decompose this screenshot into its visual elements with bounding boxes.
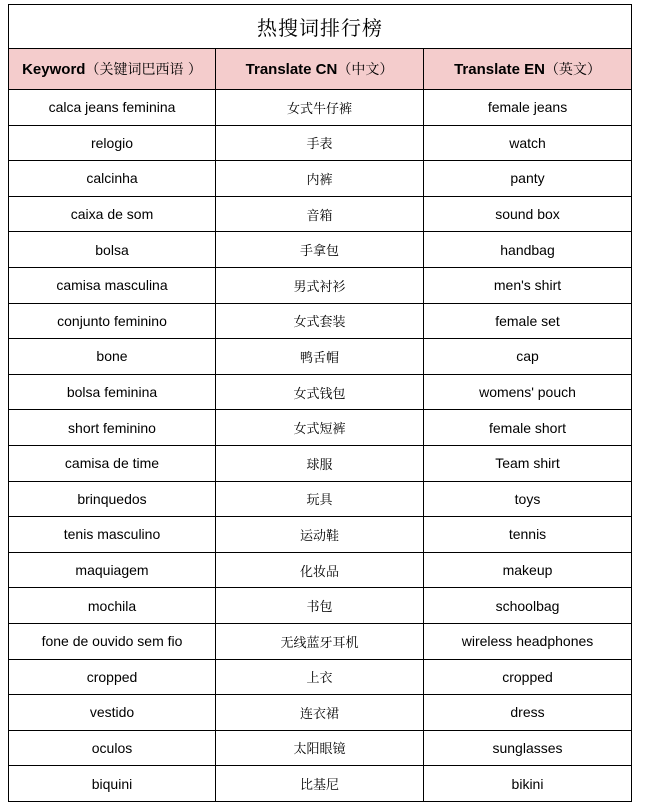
- cell-keyword: calcinha: [9, 161, 216, 197]
- cell-keyword: calca jeans feminina: [9, 90, 216, 126]
- cell-keyword: biquini: [9, 766, 216, 802]
- cell-translate-en: watch: [424, 125, 632, 161]
- cell-keyword: mochila: [9, 588, 216, 624]
- cell-translate-en: womens' pouch: [424, 374, 632, 410]
- cell-translate-en: tennis: [424, 517, 632, 553]
- cell-translate-cn: 手拿包: [216, 232, 424, 268]
- table-row: [9, 623, 632, 659]
- table-row: [9, 766, 632, 802]
- cell-translate-cn: 球服: [216, 445, 424, 481]
- cell-keyword: maquiagem: [9, 552, 216, 588]
- cell-keyword: camisa masculina: [9, 267, 216, 303]
- cell-translate-en: female short: [424, 410, 632, 446]
- cell-translate-cn: 音箱: [216, 196, 424, 232]
- table-row: [9, 90, 632, 126]
- cell-keyword: bolsa feminina: [9, 374, 216, 410]
- table-body: [9, 90, 632, 802]
- table-row: [9, 232, 632, 268]
- cell-translate-en: Team shirt: [424, 445, 632, 481]
- table-row: [9, 445, 632, 481]
- cell-translate-en: cropped: [424, 659, 632, 695]
- cell-translate-cn: 手表: [216, 125, 424, 161]
- cell-translate-en: handbag: [424, 232, 632, 268]
- cell-translate-cn: 连衣裙: [216, 695, 424, 731]
- table-row: [9, 659, 632, 695]
- cell-translate-cn: 内裤: [216, 161, 424, 197]
- cell-translate-cn: 运动鞋: [216, 517, 424, 553]
- cell-translate-cn: 太阳眼镜: [216, 730, 424, 766]
- cell-keyword: bolsa: [9, 232, 216, 268]
- cell-translate-en: female jeans: [424, 90, 632, 126]
- cell-keyword: cropped: [9, 659, 216, 695]
- table-row: [9, 695, 632, 731]
- cell-translate-en: sunglasses: [424, 730, 632, 766]
- cell-translate-en: panty: [424, 161, 632, 197]
- cell-translate-cn: 女式钱包: [216, 374, 424, 410]
- keyword-ranking-sheet: [8, 4, 631, 802]
- keyword-table: [8, 4, 632, 802]
- header-row: [9, 49, 632, 90]
- header-keyword: Keyword（关键词巴西语 ）: [9, 49, 216, 90]
- table-title: 热搜词排行榜: [9, 5, 632, 49]
- table-row: [9, 339, 632, 375]
- cell-keyword: bone: [9, 339, 216, 375]
- cell-translate-cn: 上衣: [216, 659, 424, 695]
- cell-translate-cn: 化妆品: [216, 552, 424, 588]
- cell-translate-en: dress: [424, 695, 632, 731]
- cell-translate-en: men's shirt: [424, 267, 632, 303]
- cell-keyword: tenis masculino: [9, 517, 216, 553]
- cell-keyword: fone de ouvido sem fio: [9, 623, 216, 659]
- cell-translate-cn: 鸭舌帽: [216, 339, 424, 375]
- table-row: [9, 196, 632, 232]
- cell-keyword: vestido: [9, 695, 216, 731]
- cell-translate-en: schoolbag: [424, 588, 632, 624]
- table-row: [9, 161, 632, 197]
- cell-translate-cn: 无线蓝牙耳机: [216, 623, 424, 659]
- header-translate-cn: Translate CN（中文）: [216, 49, 424, 90]
- cell-translate-en: toys: [424, 481, 632, 517]
- table-row: [9, 267, 632, 303]
- table-row: [9, 374, 632, 410]
- cell-translate-cn: 玩具: [216, 481, 424, 517]
- cell-translate-en: wireless headphones: [424, 623, 632, 659]
- header-translate-en: Translate EN（英文）: [424, 49, 632, 90]
- table-row: [9, 517, 632, 553]
- cell-translate-en: cap: [424, 339, 632, 375]
- cell-translate-cn: 女式牛仔裤: [216, 90, 424, 126]
- cell-keyword: oculos: [9, 730, 216, 766]
- cell-translate-cn: 书包: [216, 588, 424, 624]
- cell-translate-en: makeup: [424, 552, 632, 588]
- cell-keyword: caixa de som: [9, 196, 216, 232]
- cell-translate-cn: 比基尼: [216, 766, 424, 802]
- table-row: [9, 730, 632, 766]
- cell-translate-cn: 男式衬衫: [216, 267, 424, 303]
- cell-keyword: brinquedos: [9, 481, 216, 517]
- cell-translate-cn: 女式套装: [216, 303, 424, 339]
- cell-translate-cn: 女式短裤: [216, 410, 424, 446]
- table-row: [9, 588, 632, 624]
- table-row: [9, 303, 632, 339]
- cell-translate-en: bikini: [424, 766, 632, 802]
- cell-keyword: relogio: [9, 125, 216, 161]
- cell-keyword: camisa de time: [9, 445, 216, 481]
- cell-keyword: conjunto feminino: [9, 303, 216, 339]
- table-row: [9, 410, 632, 446]
- cell-translate-en: female set: [424, 303, 632, 339]
- cell-keyword: short feminino: [9, 410, 216, 446]
- cell-translate-en: sound box: [424, 196, 632, 232]
- table-row: [9, 552, 632, 588]
- table-row: [9, 125, 632, 161]
- table-row: [9, 481, 632, 517]
